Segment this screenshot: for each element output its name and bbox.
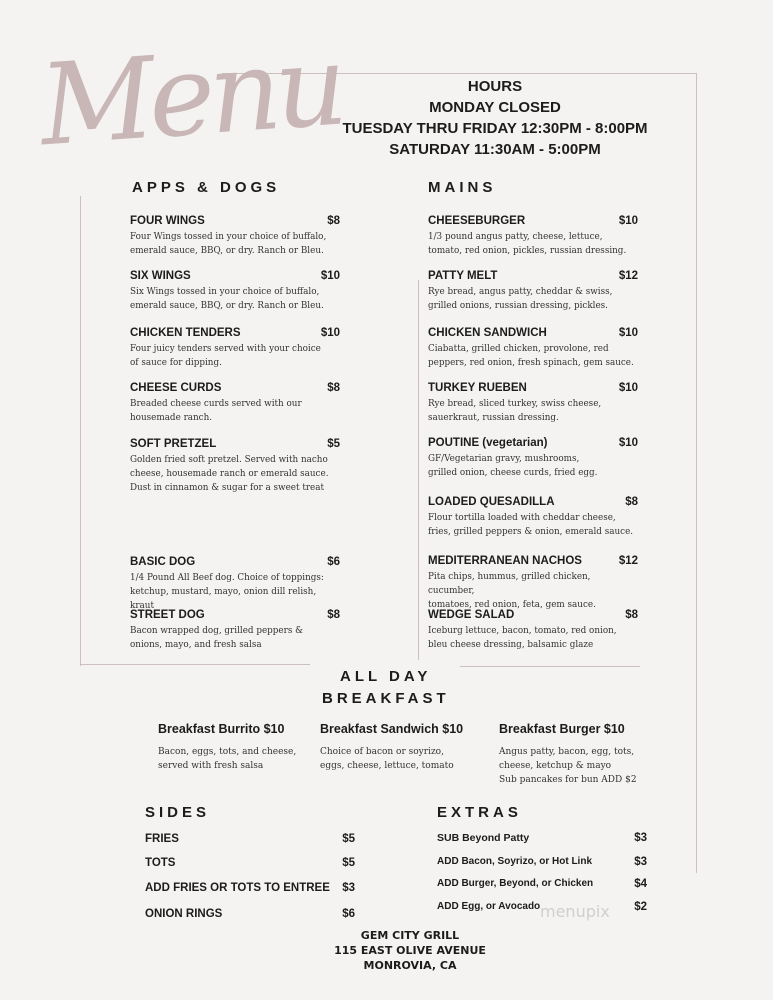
item-description: 1/4 Pound All Beef dog. Choice of toppings: ketchup, mustard, mayo, onion dill relish, kraut (130, 573, 324, 611)
hours-block (300, 76, 690, 160)
item-description: Six Wings tossed in your choice of buffalo, emerald sauce, BBQ, or dry. Ranch or Bleu. (130, 287, 324, 311)
apps-heading: APPS & DOGS (132, 179, 281, 196)
extra-item (437, 832, 647, 844)
breakfast-item (320, 722, 490, 773)
frame-right-line (696, 73, 697, 873)
menu-item (130, 438, 340, 495)
item-name: SIX WINGS (130, 270, 191, 282)
menu-item (428, 437, 638, 480)
item-name: FOUR WINGS (130, 215, 205, 227)
extra-item (437, 856, 647, 868)
menu-item (130, 215, 340, 258)
item-price: $6 (327, 556, 340, 568)
item-price: $8 (327, 609, 340, 621)
item-name: CHICKEN TENDERS (130, 327, 241, 339)
hours-heading: HOURS (467, 78, 523, 95)
extra-price: $4 (634, 878, 647, 890)
item-description: Rye bread, sliced turkey, swiss cheese, sauerkraut, russian dressing. (428, 399, 602, 423)
breakfast-description: Bacon, eggs, tots, and cheese, served with fresh salsa (158, 747, 297, 771)
item-price: $12 (618, 555, 638, 567)
menu-item (130, 327, 340, 370)
restaurant-address: 115 EAST OLIVE AVENUE (334, 944, 486, 957)
breakfast-name: Breakfast Burger $10 (499, 722, 625, 736)
item-description: Pita chips, hummus, grilled chicken, cucumber, tomatoes, red onion, feta, gem sauce. (428, 572, 596, 610)
menu-item (428, 270, 638, 313)
extra-price: $3 (634, 832, 647, 844)
item-price: $10 (320, 327, 340, 339)
breakfast-item (158, 722, 318, 773)
side-price: $5 (342, 857, 355, 869)
hours-line-1: MONDAY CLOSED (429, 99, 561, 116)
item-name: CHEESE CURDS (130, 382, 222, 394)
side-price: $3 (342, 882, 355, 894)
menu-item (428, 609, 638, 652)
item-price: $8 (327, 382, 340, 394)
item-price: $10 (618, 382, 638, 394)
menu-item (428, 327, 638, 370)
side-name: TOTS (145, 857, 176, 869)
item-description: Rye bread, angus patty, cheddar & swiss, grilled onions, russian dressing, pickles. (428, 287, 613, 311)
item-description: Flour tortilla loaded with cheddar cheese, fries, grilled peppers & onion, emerald sauce. (428, 513, 634, 537)
hours-line-3: SATURDAY 11:30AM - 5:00PM (389, 141, 601, 158)
item-name: CHEESEBURGER (428, 215, 526, 227)
extra-item (437, 878, 647, 890)
item-name: PATTY MELT (428, 270, 498, 282)
sides-heading: SIDES (145, 804, 211, 821)
item-price: $10 (618, 327, 638, 339)
side-price: $5 (342, 833, 355, 845)
breakfast-item (499, 722, 669, 787)
menu-item (428, 555, 638, 612)
watermark: menupix (540, 902, 610, 921)
mains-heading: MAINS (428, 179, 497, 196)
item-price: $8 (327, 215, 340, 227)
mains-bottom-line (460, 666, 640, 667)
mains-divider-line (418, 280, 419, 660)
breakfast-description: Choice of bacon or soyrizo, eggs, cheese, lettuce, tomato (320, 747, 454, 771)
breakfast-name: Breakfast Burrito $10 (158, 722, 285, 736)
item-description: Ciabatta, grilled chicken, provolone, red peppers, red onion, fresh spinach, gem sauce. (428, 344, 634, 368)
item-name: SOFT PRETZEL (130, 438, 217, 450)
menu-item (130, 382, 340, 425)
item-name: STREET DOG (130, 609, 205, 621)
extra-name: ADD Bacon, Soyrizo, or Hot Link (437, 856, 593, 867)
side-item (145, 857, 355, 869)
extras-heading: EXTRAS (437, 804, 522, 821)
item-price: $10 (320, 270, 340, 282)
menu-item (130, 270, 340, 313)
apps-bottom-line (80, 664, 310, 665)
item-description: Bacon wrapped dog, grilled peppers & onions, mayo, and fresh salsa (130, 626, 303, 650)
menu-title: Menu (35, 20, 346, 172)
restaurant-name: GEM CITY GRILL (360, 929, 460, 942)
item-name: POUTINE (vegetarian) (428, 437, 548, 449)
item-price: $10 (618, 437, 638, 449)
menu-item (428, 215, 638, 258)
menu-item (428, 382, 638, 425)
hours-line-2: TUESDAY THRU FRIDAY 12:30PM - 8:00PM (342, 120, 648, 137)
menu-item (130, 609, 340, 652)
item-name: WEDGE SALAD (428, 609, 515, 621)
side-name: ADD FRIES OR TOTS TO ENTREE (145, 882, 330, 894)
item-price: $10 (618, 215, 638, 227)
restaurant-city: MONROVIA, CA (363, 959, 457, 972)
extra-name: ADD Burger, Beyond, or Chicken (437, 878, 594, 889)
item-price: $12 (618, 270, 638, 282)
breakfast-heading-1: ALL DAY (340, 668, 432, 685)
breakfast-description: Angus patty, bacon, egg, tots, cheese, ketchup & mayo Sub pancakes for bun ADD $2 (499, 747, 637, 785)
apps-divider-line (80, 196, 81, 666)
side-name: FRIES (145, 833, 179, 845)
item-price: $5 (327, 438, 340, 450)
side-item (145, 833, 355, 845)
item-name: BASIC DOG (130, 556, 196, 568)
item-name: MEDITERRANEAN NACHOS (428, 555, 582, 567)
side-price: $6 (342, 908, 355, 920)
item-description: Breaded cheese curds served with our housemade ranch. (130, 399, 302, 423)
item-description: 1/3 pound angus patty, cheese, lettuce, tomato, red onion, pickles, russian dressing. (428, 232, 627, 256)
item-description: Four juicy tenders served with your choice of sauce for dipping. (130, 344, 321, 368)
extra-price: $2 (634, 901, 647, 913)
restaurant-footer (260, 928, 560, 973)
item-name: CHICKEN SANDWICH (428, 327, 547, 339)
side-item (145, 882, 355, 894)
breakfast-name: Breakfast Sandwich $10 (320, 722, 464, 736)
item-description: Four Wings tossed in your choice of buffalo, emerald sauce, BBQ, or dry. Ranch or Bleu. (130, 232, 327, 256)
extra-name: SUB Beyond Patty (437, 832, 530, 844)
extra-name: ADD Egg, or Avocado (437, 901, 541, 912)
side-name: ONION RINGS (145, 908, 223, 920)
item-description: Iceburg lettuce, bacon, tomato, red onion, bleu cheese dressing, balsamic glaze (428, 626, 617, 650)
side-item (145, 908, 355, 920)
item-name: LOADED QUESADILLA (428, 496, 555, 508)
item-description: Golden fried soft pretzel. Served with nacho cheese, housemade ranch or emerald sauce. Dust in cinnamon & sugar for a sweet treat (130, 455, 329, 493)
menu-item (130, 556, 340, 613)
menu-item (428, 496, 638, 539)
item-name: TURKEY RUEBEN (428, 382, 527, 394)
item-description: GF/Vegetarian gravy, mushrooms, grilled onion, cheese curds, fried egg. (428, 454, 598, 478)
item-price: $8 (625, 609, 638, 621)
extra-price: $3 (634, 856, 647, 868)
breakfast-heading-2: BREAKFAST (322, 690, 450, 707)
item-price: $8 (625, 496, 638, 508)
